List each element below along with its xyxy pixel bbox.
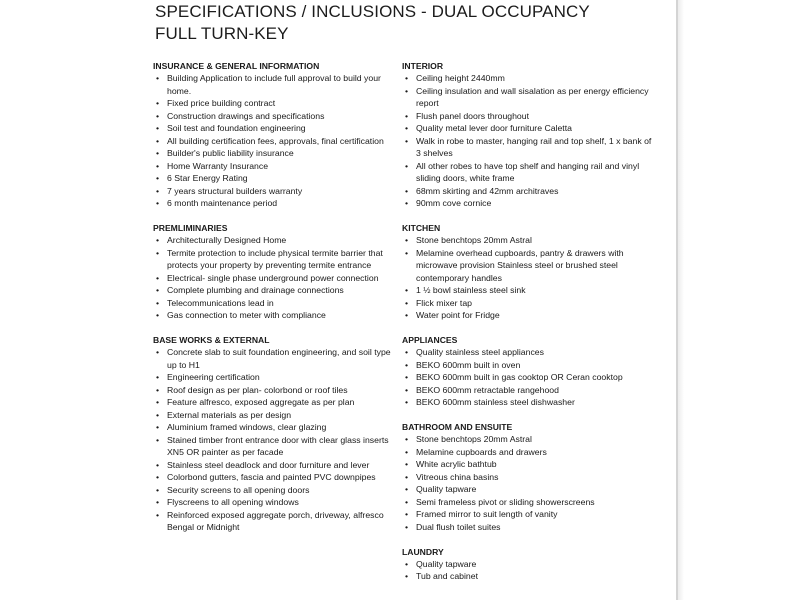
list-item: • Vitreous china basins	[402, 471, 652, 484]
section-heading: BATHROOM AND ENSUITE	[402, 422, 513, 432]
bullet-list	[402, 346, 652, 409]
list-item: • Ceiling height 2440mm	[402, 72, 652, 85]
section-heading: APPLIANCES	[402, 335, 458, 345]
list-item: • 90mm cove cornice	[402, 197, 652, 210]
list-item: • Stone benchtops 20mm Astral	[402, 433, 652, 446]
section-heading: KITCHEN	[402, 223, 441, 233]
list-item: • Dual flush toilet suites	[402, 521, 652, 534]
section-insurance-general-information	[153, 60, 393, 210]
list-item: • Tub and cabinet	[402, 570, 652, 583]
list-item: • External materials as per design	[153, 409, 393, 422]
list-item: • 1 ½ bowl stainless steel sink	[402, 284, 652, 297]
list-item: • Roof design as per plan- colorbond or roof tiles	[153, 384, 393, 397]
list-item: • Melamine cupboards and drawers	[402, 446, 652, 459]
list-item: • BEKO 600mm stainless steel dishwasher	[402, 396, 652, 409]
list-item: • Home Warranty Insurance	[153, 160, 393, 173]
bullet-list	[402, 558, 652, 583]
list-item: • Architecturally Designed Home	[153, 234, 393, 247]
left-column	[153, 60, 393, 546]
list-item: • Flick mixer tap	[402, 297, 652, 310]
list-item: • Walk in robe to master, hanging rail and top shelf, 1 x bank of 3 shelves	[402, 135, 652, 160]
list-item: • Quality tapware	[402, 558, 652, 571]
section-heading: LAUNDRY	[402, 546, 444, 557]
list-item: • Framed mirror to suit length of vanity	[402, 508, 652, 521]
list-item: • Colorbond gutters, fascia and painted PVC downpipes	[153, 471, 393, 484]
section-premliminaries	[153, 222, 393, 322]
list-item: • Soil test and foundation engineering	[153, 122, 393, 135]
list-item: • Flush panel doors throughout	[402, 110, 652, 123]
bullet-list	[402, 433, 652, 533]
section-kitchen	[402, 222, 652, 322]
section-interior	[402, 60, 652, 210]
list-item: • Quality tapware	[402, 483, 652, 496]
list-item: • 7 years structural builders warranty	[153, 185, 393, 198]
bullet-list	[153, 234, 393, 322]
bullet-list	[402, 72, 652, 210]
bullet-list	[153, 346, 393, 534]
list-item: • All other robes to have top shelf and hanging rail and vinyl sliding doors, white frame	[402, 160, 652, 185]
list-item: • Construction drawings and specifications	[153, 110, 393, 123]
list-item: • Stainless steel deadlock and door furniture and lever	[153, 459, 393, 472]
list-item: • Engineering certification	[153, 371, 393, 384]
list-item: • Stone benchtops 20mm Astral	[402, 234, 652, 247]
list-item: • Concrete slab to suit foundation engineering, and soil type up to H1	[153, 346, 393, 371]
list-item: • Stained timber front entrance door with clear glass inserts XN5 OR painter as per facade	[153, 434, 393, 459]
section-bathroom-and-ensuite	[402, 421, 652, 533]
list-item: • White acrylic bathtub	[402, 458, 652, 471]
right-column	[402, 60, 652, 595]
list-item: • Fixed price building contract	[153, 97, 393, 110]
list-item: • Building Application to include full approval to build your home.	[153, 72, 393, 97]
list-item: • Telecommunications lead in	[153, 297, 393, 310]
list-item: • Quality metal lever door furniture Caletta	[402, 122, 652, 135]
list-item: • Termite protection to include physical termite barrier that protects your property by preventing termite entrance	[153, 247, 393, 272]
section-heading: PREMLIMINARIES	[153, 223, 228, 233]
section-base-works-external	[153, 334, 393, 534]
list-item: • Complete plumbing and drainage connections	[153, 284, 393, 297]
bullet-list	[402, 234, 652, 322]
list-item: • Ceiling insulation and wall sisalation as per energy efficiency report	[402, 85, 652, 110]
list-item: • BEKO 600mm retractable rangehood	[402, 384, 652, 397]
list-item: • Security screens to all opening doors	[153, 484, 393, 497]
list-item: • Water point for Fridge	[402, 309, 652, 322]
list-item: • Builder's public liability insurance	[153, 147, 393, 160]
document-title: SPECIFICATIONS / INCLUSIONS - DUAL OCCUPANCY	[155, 2, 590, 21]
document-title-block	[155, 1, 675, 45]
list-item: • Melamine overhead cupboards, pantry & drawers with microwave provision Stainless steel or brushed steel contemporary handles	[402, 247, 652, 285]
list-item: • Reinforced exposed aggregate porch, driveway, alfresco Bengal or Midnight	[153, 509, 393, 534]
list-item: • Aluminium framed windows, clear glazing	[153, 421, 393, 434]
list-item: • BEKO 600mm built in gas cooktop OR Ceran cooktop	[402, 371, 652, 384]
list-item: • Flyscreens to all opening windows	[153, 496, 393, 509]
list-item: • All building certification fees, approvals, final certification	[153, 135, 393, 148]
section-heading: INTERIOR	[402, 61, 444, 71]
document-subtitle: FULL TURN-KEY	[155, 24, 289, 43]
list-item: • BEKO 600mm built in oven	[402, 359, 652, 372]
list-item: • 68mm skirting and 42mm architraves	[402, 185, 652, 198]
list-item: • Quality stainless steel appliances	[402, 346, 652, 359]
bullet-list	[153, 72, 393, 210]
list-item: • Gas connection to meter with compliance	[153, 309, 393, 322]
section-heading: INSURANCE & GENERAL INFORMATION	[153, 61, 320, 71]
section-appliances	[402, 334, 652, 409]
list-item: • 6 Star Energy Rating	[153, 172, 393, 185]
list-item: • Semi frameless pivot or sliding showerscreens	[402, 496, 652, 509]
list-item: • Feature alfresco, exposed aggregate as per plan	[153, 396, 393, 409]
page-edge-shadow	[678, 0, 684, 600]
section-laundry	[402, 546, 652, 583]
list-item: • 6 month maintenance period	[153, 197, 393, 210]
section-heading: BASE WORKS & EXTERNAL	[153, 335, 270, 345]
list-item: • Electrical- single phase underground power connection	[153, 272, 393, 285]
